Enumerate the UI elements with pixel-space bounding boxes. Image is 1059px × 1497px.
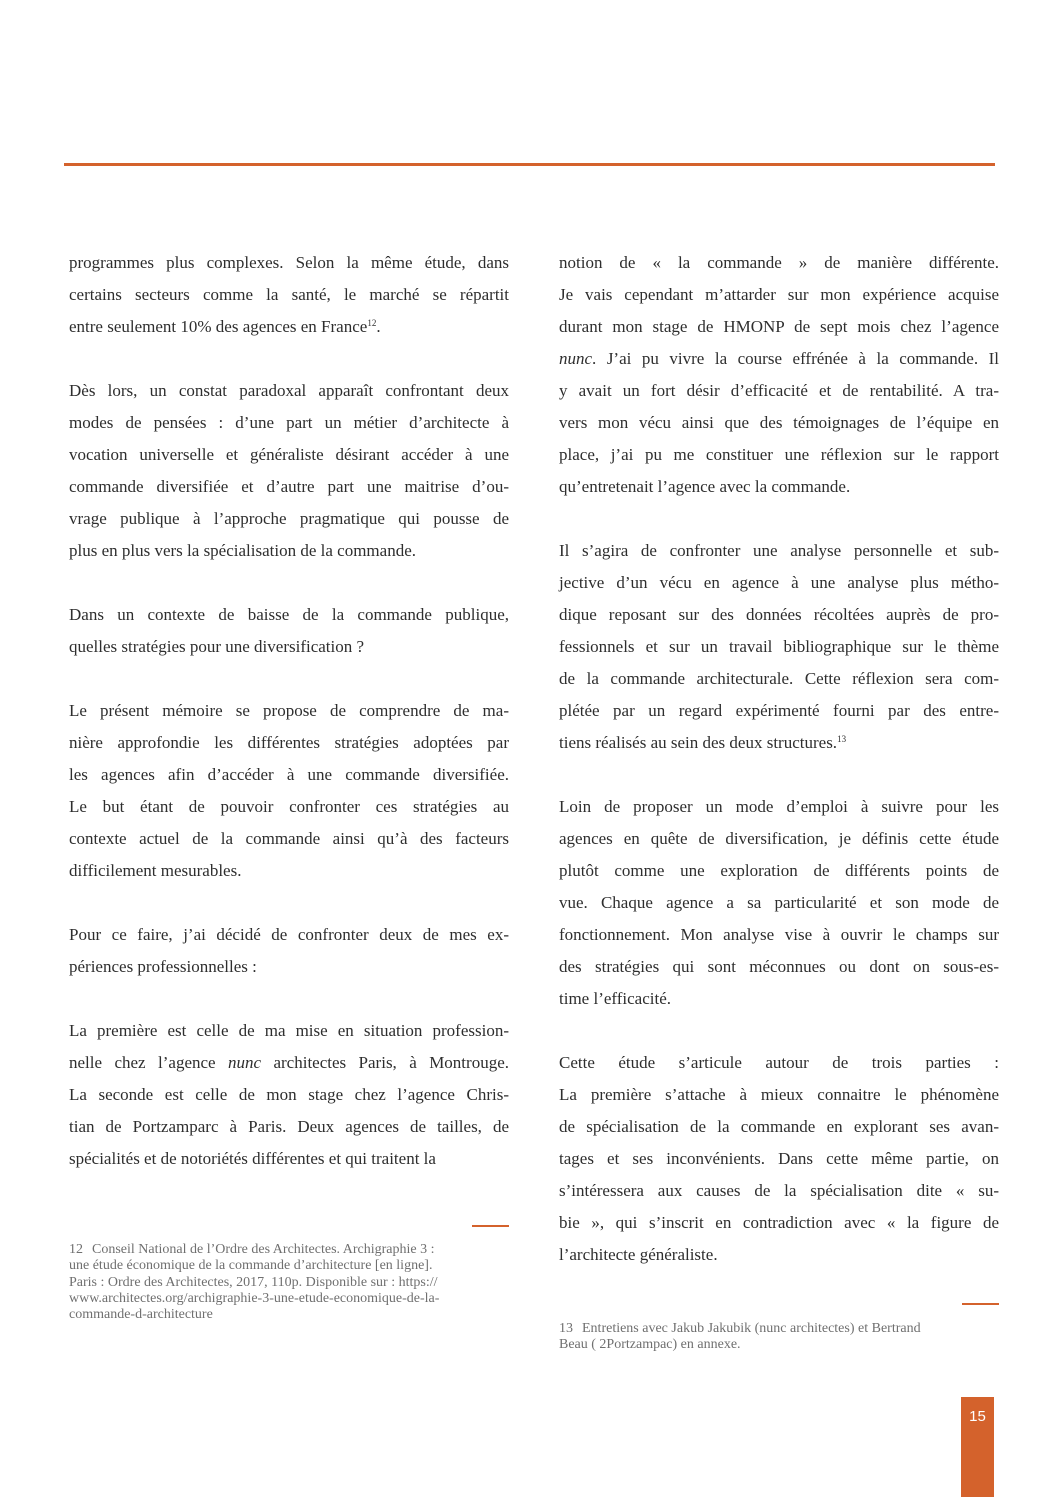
text-line	[69, 919, 509, 951]
text-segment: vue. Chaque agence a sa particularité et son mode de	[559, 893, 999, 912]
text-line	[69, 695, 509, 727]
text-segment: Pour ce faire, j’ai décidé de confronter deux de mes ex-	[69, 925, 509, 944]
text-segment: spécialités et de notoriétés différentes et qui traitent la	[69, 1149, 436, 1168]
text-line	[559, 919, 999, 951]
text-line	[69, 631, 509, 663]
footnote-rule-right	[962, 1303, 999, 1305]
text-segment: architectes Paris, à Montrouge.	[261, 1053, 509, 1072]
text-line	[559, 823, 999, 855]
text-segment: Dans un contexte de baisse de la commande publique,	[69, 605, 509, 624]
text-segment: modes de pensées : d’une part un métier d’architecte à	[69, 413, 509, 432]
text-line	[559, 887, 999, 919]
paragraph	[69, 247, 509, 343]
text-segment: fonctionnement. Mon analyse vise à ouvrir le champs sur	[559, 925, 999, 944]
footnote-line: commande-d-architecture	[69, 1307, 213, 1323]
text-line	[559, 695, 999, 727]
footnote-line: Conseil National de l’Ordre des Architectes. Archigraphie 3 :	[92, 1242, 435, 1257]
text-line	[559, 1111, 999, 1143]
text-line	[69, 535, 509, 567]
text-line	[69, 375, 509, 407]
text-segment: La seconde est celle de mon stage chez l’agence Chris-	[69, 1085, 509, 1104]
paragraph	[69, 695, 509, 887]
text-line	[559, 727, 999, 759]
footnote-rule-left	[472, 1225, 509, 1227]
text-line	[69, 791, 509, 823]
paragraph	[69, 1015, 509, 1175]
text-segment: . J’ai pu vivre la course effrénée à la commande. Il	[592, 349, 999, 368]
text-segment: Cette étude s’articule autour de trois parties :	[559, 1053, 999, 1072]
paragraph-gap	[69, 887, 509, 919]
text-line	[69, 1143, 509, 1175]
header-rule	[64, 163, 995, 166]
text-line	[559, 855, 999, 887]
text-segment: qu’entretenait l’agence avec la commande.	[559, 477, 851, 496]
text-segment: Je vais cependant m’attarder sur mon expérience acquise	[559, 285, 999, 304]
paragraph-gap	[69, 983, 509, 1015]
text-line	[69, 503, 509, 535]
text-line	[559, 567, 999, 599]
paragraph-gap	[69, 663, 509, 695]
text-segment: tiens réalisés au sein des deux structures.	[559, 733, 838, 752]
text-line	[559, 983, 999, 1015]
text-segment: time l’efficacité.	[559, 989, 672, 1008]
text-line	[69, 951, 509, 983]
footnote-number: 12	[69, 1242, 83, 1257]
left-column	[69, 247, 509, 1175]
text-segment: tages et ses inconvénients. Dans cette même partie, on	[559, 1149, 999, 1168]
page-number	[961, 1397, 994, 1497]
text-line	[69, 439, 509, 471]
text-line	[559, 407, 999, 439]
text-line	[559, 343, 999, 375]
text-segment: les agences afin d’accéder à une commande diversifiée.	[69, 765, 509, 784]
text-segment: Dès lors, un constat paradoxal apparaît confrontant deux	[69, 381, 509, 400]
paragraph	[559, 791, 999, 1015]
text-segment: dique reposant sur des données récoltées auprès de pro-	[559, 605, 999, 624]
footnote-ref: 13	[837, 734, 847, 744]
text-line	[559, 599, 999, 631]
text-segment: quelles stratégies pour une diversification ?	[69, 637, 365, 656]
text-segment: vers mon vécu ainsi que des témoignages de l’équipe en	[559, 413, 999, 432]
text-segment: des stratégies qui sont méconnues ou dont on sous-es-	[559, 957, 999, 976]
footnote-number: 13	[559, 1321, 573, 1336]
paragraph	[559, 247, 999, 503]
text-line	[69, 247, 509, 279]
text-segment: contexte actuel de la commande ainsi qu’à des facteurs	[69, 829, 509, 848]
text-segment: durant mon stage de HMONP de sept mois chez l’agence	[559, 317, 999, 336]
paragraph	[69, 375, 509, 567]
text-line	[559, 791, 999, 823]
text-segment: plutôt comme une exploration de différents points de	[559, 861, 999, 880]
text-line	[69, 727, 509, 759]
paragraph	[69, 599, 509, 663]
text-line	[559, 663, 999, 695]
footnote-line: Entretiens avec Jakub Jakubik (nunc architectes) et Bertrand	[582, 1321, 921, 1336]
text-line	[559, 1143, 999, 1175]
text-segment: Il s’agira de confronter une analyse personnelle et sub-	[559, 541, 999, 560]
text-segment: l’architecte généraliste.	[559, 1245, 718, 1264]
text-line	[69, 311, 509, 343]
text-segment: y avait un fort désir d’efficacité et de rentabilité. A tra-	[559, 381, 999, 400]
paragraph-gap	[559, 503, 999, 535]
text-line	[559, 951, 999, 983]
text-segment: de la commande architecturale. Cette réflexion sera com-	[559, 669, 999, 688]
text-segment: programmes plus complexes. Selon la même étude, dans	[69, 253, 509, 272]
paragraph-gap	[559, 1015, 999, 1047]
text-segment: plus en plus vers la spécialisation de la commande.	[69, 541, 416, 560]
text-line	[69, 1079, 509, 1111]
text-segment: nunc	[228, 1053, 262, 1072]
text-line	[559, 535, 999, 567]
text-line	[559, 471, 999, 503]
text-segment: Le but étant de pouvoir confronter ces stratégies au	[69, 797, 509, 816]
page-number-text: 15	[969, 1408, 986, 1425]
paragraph-gap	[69, 343, 509, 375]
text-line	[559, 439, 999, 471]
footnote-line: Beau ( 2Portzampac) en annexe.	[559, 1337, 741, 1353]
text-line	[559, 631, 999, 663]
text-line	[69, 1015, 509, 1047]
text-line	[69, 1111, 509, 1143]
footnote-line: une étude économique de la commande d’architecture [en ligne].	[69, 1258, 433, 1274]
text-line	[559, 1047, 999, 1079]
text-segment: bie », qui s’inscrit en contradiction avec « la figure de	[559, 1213, 999, 1232]
paragraph	[69, 919, 509, 983]
text-line	[559, 1079, 999, 1111]
paragraph	[559, 1047, 999, 1271]
text-line	[559, 1175, 999, 1207]
text-line	[69, 599, 509, 631]
footnote-line: Paris : Ordre des Architectes, 2017, 110p. Disponible sur : https://	[69, 1274, 438, 1290]
text-line	[69, 407, 509, 439]
text-segment: certains secteurs comme la santé, le marché se répartit	[69, 285, 509, 304]
text-line	[69, 471, 509, 503]
text-segment: jective d’un vécu en agence à une analyse plus métho-	[559, 573, 999, 592]
text-segment: tian de Portzamparc à Paris. Deux agences de tailles, de	[69, 1117, 509, 1136]
text-segment: notion de « la commande » de manière différente.	[559, 253, 999, 272]
text-line	[559, 247, 999, 279]
footnote-12	[69, 1242, 509, 1323]
text-segment: plétée par un regard expérimenté fourni par des entre-	[559, 701, 999, 720]
text-line	[559, 1239, 999, 1271]
text-segment: vocation universelle et généraliste désirant accéder à une	[69, 445, 509, 464]
text-segment: difficilement mesurables.	[69, 861, 242, 880]
footnote-line: www.architectes.org/archigraphie-3-une-etude-economique-de-la-	[69, 1290, 440, 1306]
text-segment: Loin de proposer un mode d’emploi à suivre pour les	[559, 797, 999, 816]
text-segment: vrage publique à l’approche pragmatique qui pousse de	[69, 509, 509, 528]
text-segment: nunc	[559, 349, 593, 368]
text-line	[69, 759, 509, 791]
text-segment: de spécialisation de la commande en explorant ses avan-	[559, 1117, 999, 1136]
text-segment: périences professionnelles :	[69, 957, 257, 976]
text-line	[559, 279, 999, 311]
text-segment: place, j’ai pu me constituer une réflexion sur le rapport	[559, 445, 999, 464]
text-line	[559, 311, 999, 343]
footnote-13	[559, 1321, 999, 1354]
text-segment: commande diversifiée et d’autre part une maitrise d’ou-	[69, 477, 509, 496]
right-column	[559, 247, 999, 1271]
text-segment: La première est celle de ma mise en situation profession-	[69, 1021, 509, 1040]
paragraph-gap	[69, 567, 509, 599]
text-segment: entre seulement 10% des agences en France	[69, 317, 368, 336]
paragraph	[559, 535, 999, 759]
text-line	[69, 1047, 509, 1079]
text-segment: fessionnels et sur un travail bibliographique sur le thème	[559, 637, 999, 656]
text-segment: agences en quête de diversification, je définis cette étude	[559, 829, 999, 848]
text-segment: .	[376, 317, 381, 336]
text-line	[69, 279, 509, 311]
text-segment: Le présent mémoire se propose de comprendre de ma-	[69, 701, 509, 720]
text-segment: nelle chez l’agence	[69, 1053, 228, 1072]
text-segment: La première s’attache à mieux connaitre le phénomène	[559, 1085, 999, 1104]
text-segment: nière approfondie les différentes stratégies adoptées par	[69, 733, 509, 752]
text-line	[559, 1207, 999, 1239]
text-line	[69, 855, 509, 887]
text-line	[69, 823, 509, 855]
text-line	[559, 375, 999, 407]
text-segment: s’intéressera aux causes de la spécialisation dite « su-	[559, 1181, 999, 1200]
paragraph-gap	[559, 759, 999, 791]
footnote-ref: 12	[367, 318, 377, 328]
